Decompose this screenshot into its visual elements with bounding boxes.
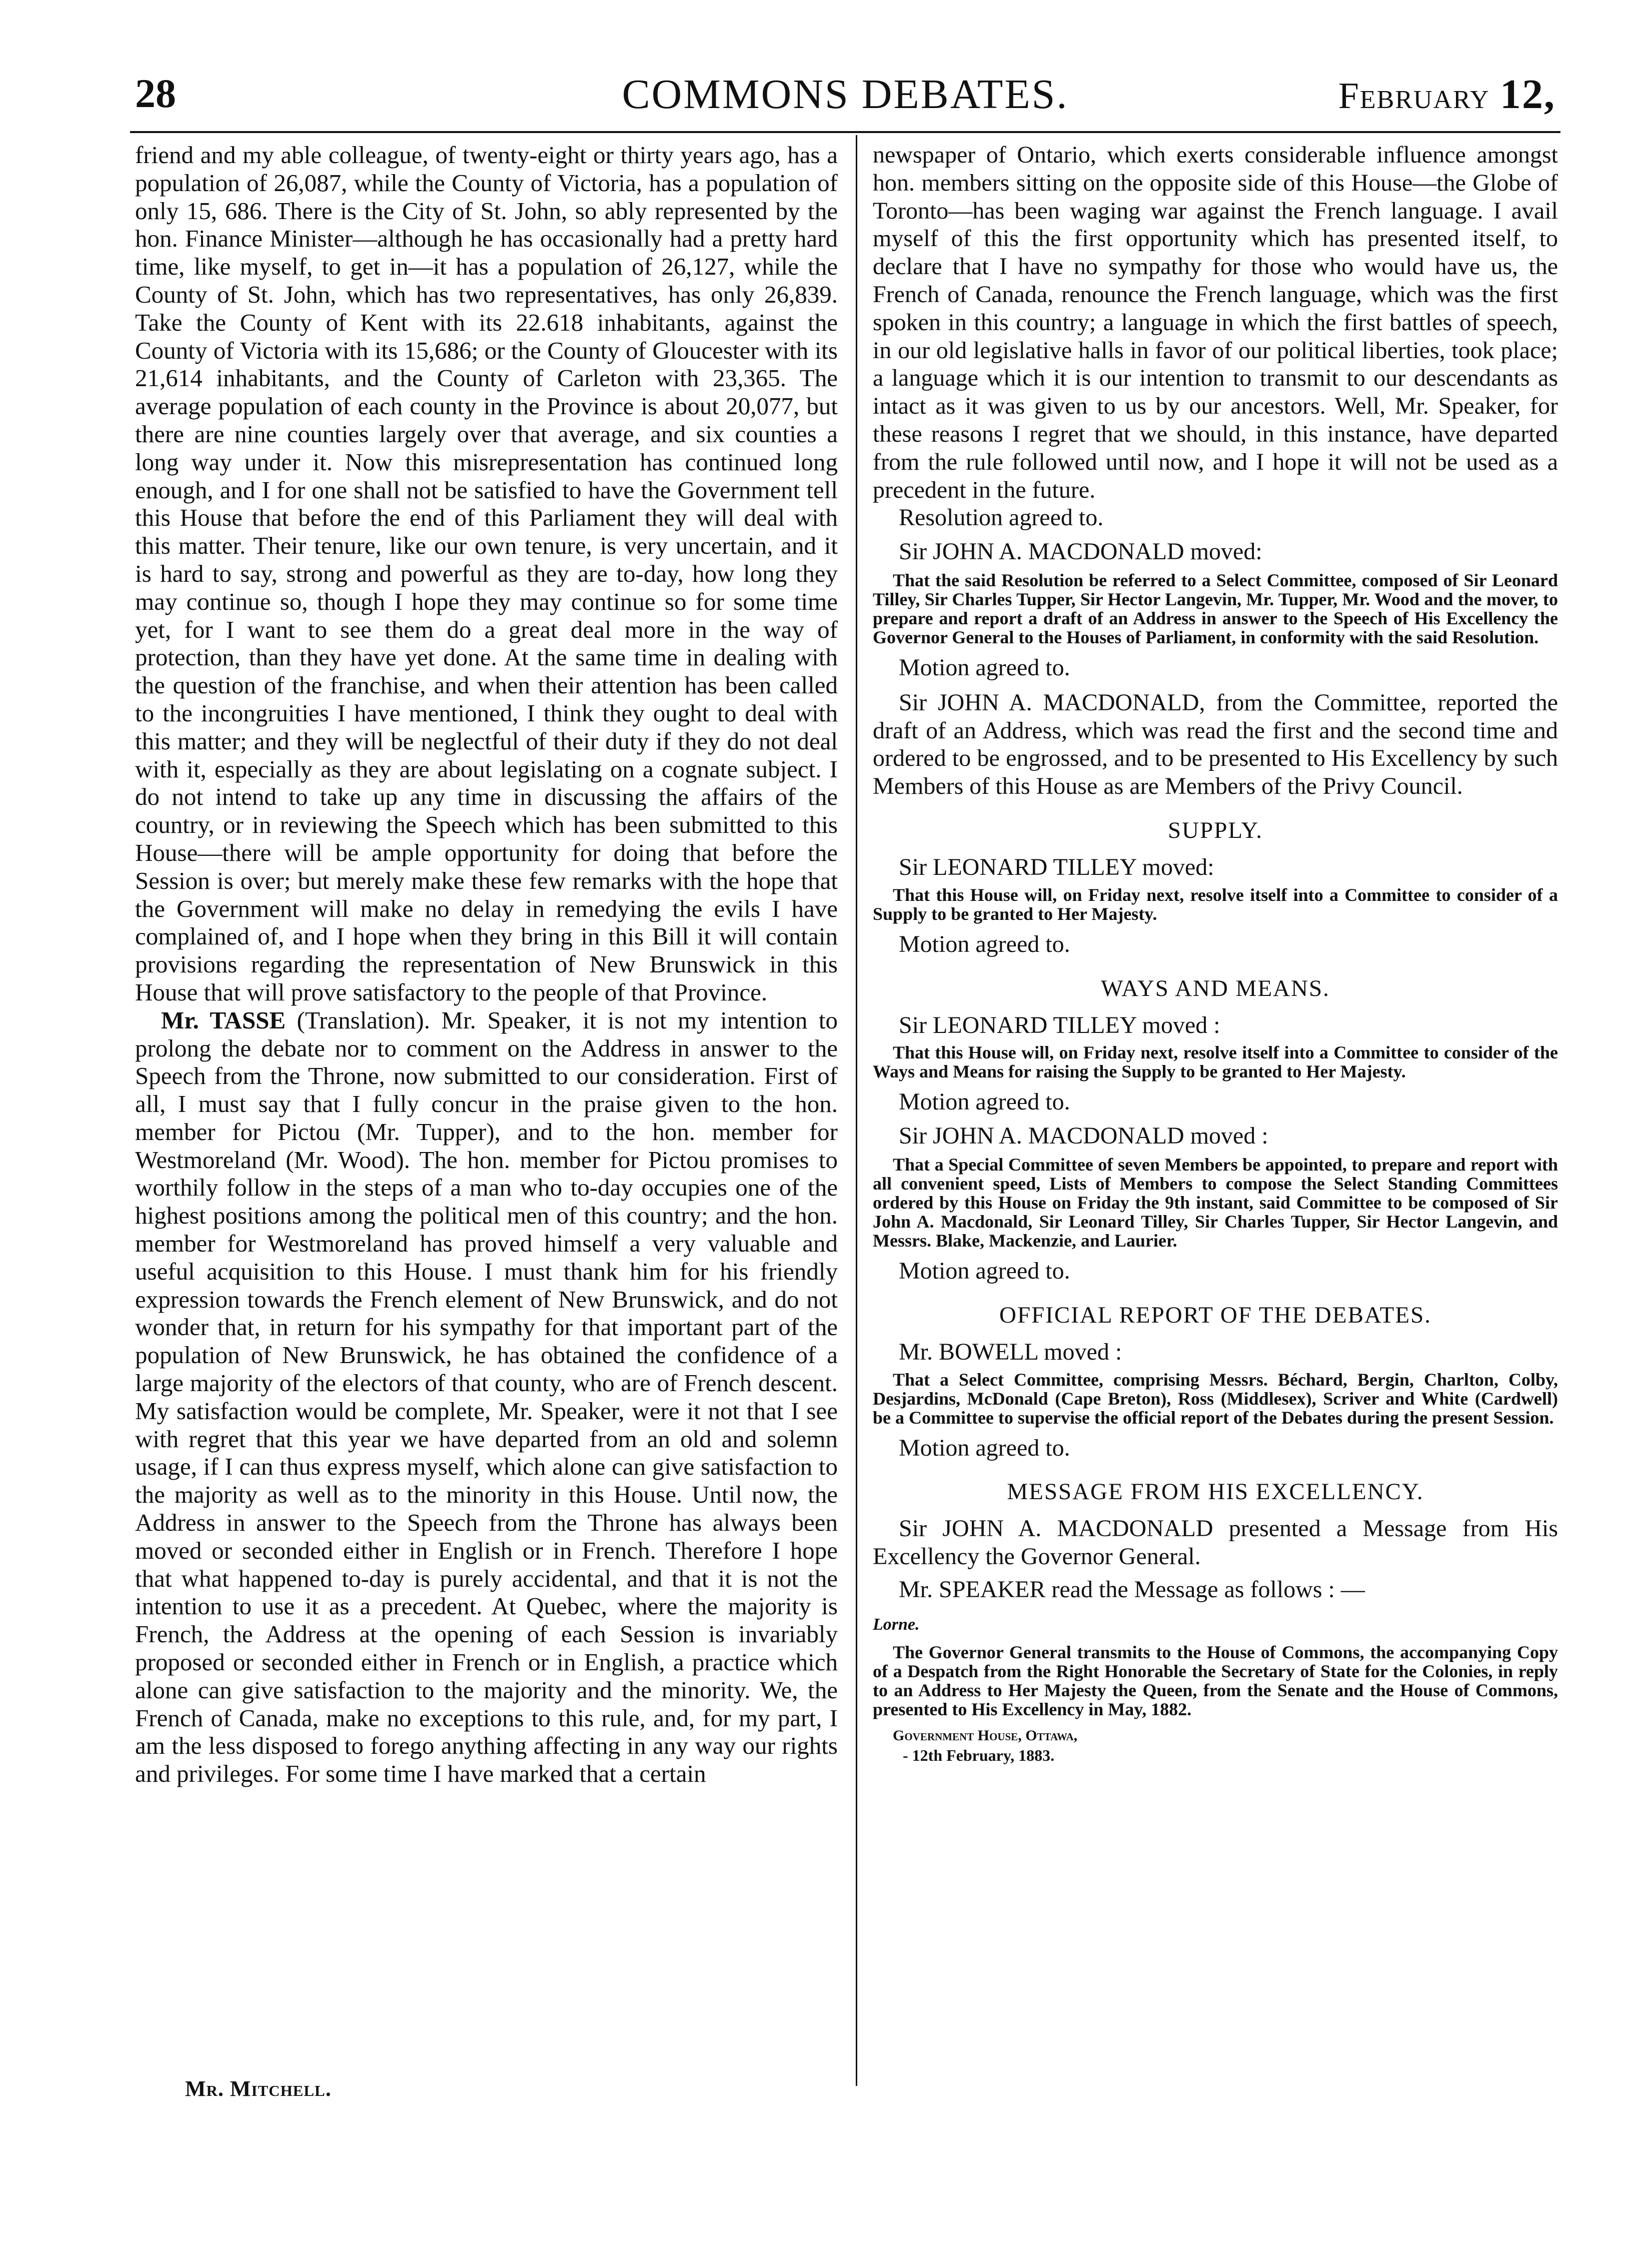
resolution-agreed: Resolution agreed to. bbox=[899, 504, 1104, 531]
speaker-read: Mr. SPEAKER read the Message as follows : — bbox=[899, 1576, 1365, 1603]
speaker-name: Mr. TASSE bbox=[161, 1006, 286, 1034]
motion-text-4: That a Special Committee of seven Members be appointed, to prepare and report with all convenient speed, Lists of Members to compose the Select Standing Committees ordered by this House on Friday the 9th instant, said Committee to be composed of Sir John A. Macdonald, Sir Leonard Tilley, Sir Charles Tupper, Sir Hector Langevin, and Messrs. Blake, Mackenzie, and Laurier. bbox=[873, 1154, 1558, 1251]
speech-text: (Translation). Mr. Speaker, it is not my intention to prolong the debate nor to comment on the Address in answer to the Speech from the Throne, now submitted to our consideration. First of all, I must say that I fully concur in the praise given to the hon. member for Pictou (Mr. Tupper), and to the hon. member for Westmoreland (Mr. Wood). The hon. member for Pictou promises to worthily follow in the steps of a man who to-day occupies one of the highest positions among the political men of this country; and the hon. member for Westmoreland has proved himself a very valuable and useful acquisition to this House. I must thank him for his friendly expression towards the French element of New Brunswick, and do not wonder that, in return for his sympathy for that important part of the population of New Brunswick, he has obtained the confidence of a large majority of the electors of that county, who are of French descent. My satisfaction would be complete, Mr. Speaker, were it not that I see with regret that this year we have departed from an old and solemn usage, if I can thus express myself, which alone can give satisfaction to the majority as well as to the minority in this House. Until now, the Address in answer to the Speech from the Throne has always been moved or seconded either in English or in French. Therefore I hope that what happened to-day is purely accidental, and that it is not the intention to use it as a precedent. At Quebec, where the majority is French, the Address at the opening of each Session is invariably proposed or seconded either in French or in English, a practice which alone can give satisfaction to the majority and the minority. We, the French of Canada, make no exceptions to this rule, and, for my part, I am the less disposed to forego anything affecting in any way our rights and privileges. For some time I have marked that a certain bbox=[135, 1006, 838, 1788]
message-text: The Governor General transmits to the House of Commons, the accompanying Copy of a Despatch from the Right Honorable the Secretary of State for the Colonies, in reply to an Address to Her Majesty the Queen, from the Senate and the House of Commons, presented to His Excellency in May, 1882. bbox=[873, 1642, 1558, 1719]
tilley-moved-1: Sir LEONARD TILLEY moved: bbox=[899, 853, 1214, 880]
address-line: Government House, Ottawa, bbox=[893, 1727, 1078, 1744]
motion-agreed-2: Motion agreed to. bbox=[899, 930, 1070, 957]
left-paragraph-2 bbox=[135, 1006, 838, 1788]
left-paragraph-1: friend and my able colleague, of twenty-eight or thirty years ago, has a population of 26,087, while the County of Victoria, has a population of only 15, 686. There is the City of St. John, so ably represented by the hon. Finance Minister—although he has occasionally had a pretty hard time, like myself, to get in—it has a population of 26,127, while the County of St. John, which has two representatives, has only 26,839. Take the County of Kent with its 22.618 inhabitants, against the County of Victoria with its 15,686; or the County of Gloucester with its 21,614 inhabitants, and the County of Carleton with 23,365. The average population of each county in the Province is about 20,077, but there are nine counties largely over that average, and six counties a long way under it. Now this misrepresentation has continued long enough, and I for one shall not be satisfied to have the Government tell this House that before the end of this Parliament they will deal with this matter. Their tenure, like our own tenure, is very uncertain, and it is hard to say, strong and powerful as they are to-day, how long they may continue so, though I hope they may continue so for some time yet, for I want to see them do a great deal more in the way of protection, than they have yet done. At the same time in dealing with the question of the franchise, and when their attention has been called to the incongruities I have mentioned, I think they ought to deal with this matter; and they will be neglectful of their duty if they do not deal with it, especially as they are about legislating on a cognate subject. I do not intend to take up any time in discussing the affairs of the country, or in reviewing the Speech which has been submitted to this House—there will be ample opportunity for doing that before the Session is over; but merely make these few remarks with the hope that the Government will make no delay in remedying the evils I have complained of, and I hope when they bring in this Bill it will contain provisions regarding the representation of New Brunswick in this House that will prove satisfactory to the people of that Province. bbox=[135, 141, 838, 1006]
right-column bbox=[873, 141, 1558, 1765]
publication-title: COMMONS DEBATES. bbox=[622, 71, 1069, 118]
macdonald-report: Sir JOHN A. MACDONALD, from the Committee, reported the draft of an Address, which was read the first and the second time and ordered to be engrossed, and to be presented to His Excellency by such Members of this House as are Members of the Privy Council. bbox=[873, 689, 1558, 800]
signoff-lorne: Lorne. bbox=[873, 1615, 920, 1634]
page-header bbox=[130, 65, 1560, 130]
motion-text-1: That the said Resolution be referred to a Select Committee, composed of Sir Leonard Tilley, Sir Charles Tupper, Sir Hector Langevin, Mr. Tupper, Mr. Wood and the mover, to prepare and report a draft of an Address in answer to the Speech of His Excellency the Governor General to the Houses of Parliament, in conformity with the said Resolution. bbox=[873, 570, 1558, 647]
macdonald-message: Sir JOHN A. MACDONALD presented a Message from His Excellency the Governor General. bbox=[873, 1515, 1558, 1570]
header-date-month: February bbox=[1338, 76, 1490, 117]
motion-agreed-3: Motion agreed to. bbox=[899, 1088, 1070, 1115]
column-divider bbox=[856, 135, 857, 2086]
left-column bbox=[135, 141, 838, 1788]
date-line: - 12th February, 1883. bbox=[903, 1746, 1055, 1764]
heading-ways-and-means: WAYS AND MEANS. bbox=[1101, 975, 1330, 1001]
macdonald-moved-2: Sir JOHN A. MACDONALD moved : bbox=[899, 1122, 1268, 1150]
motion-text-5: That a Select Committee, comprising Messrs. Béchard, Bergin, Charlton, Colby, Desjardins, McDonald (Cape Breton), Ross (Middlesex), Scriver and White (Cardwell) be a Committee to supervise the official report of the Debates during the present Session. bbox=[873, 1369, 1558, 1428]
motion-agreed-4: Motion agreed to. bbox=[899, 1257, 1070, 1284]
heading-official-report: OFFICIAL REPORT OF THE DEBATES. bbox=[999, 1302, 1431, 1328]
header-rule bbox=[130, 131, 1560, 133]
macdonald-moved-1: Sir JOHN A. MACDONALD moved: bbox=[899, 538, 1262, 565]
right-paragraph-1: newspaper of Ontario, which exerts considerable influence amongst hon. members sitting on the opposite side of this House—the Globe of Toronto—has been waging war against the French language. I avail myself of this the first opportunity which has presented itself, to declare that I have no sympathy for those who would have us, the French of Canada, renounce the French language, which was the first spoken in this country; a language in which the first battles of speech, in our old legislative halls in favor of our political liberties, took place; a language which it is our intention to transmit to our descendants as intact as it was given to us by our ancestors. Well, Mr. Speaker, for these reasons I regret that we should, in this instance, have departed from the rule followed until now, and I hope it will not be used as a precedent in the future. bbox=[873, 142, 1558, 503]
motion-text-3: That this House will, on Friday next, resolve itself into a Committee to consider of the Ways and Means for raising the Supply to be granted to Her Majesty. bbox=[873, 1042, 1558, 1082]
footer-speaker-name: Mr. Mitchell. bbox=[185, 2076, 332, 2101]
motion-agreed-5: Motion agreed to. bbox=[899, 1434, 1070, 1461]
heading-message: MESSAGE FROM HIS EXCELLENCY. bbox=[1007, 1479, 1424, 1505]
bowell-moved: Mr. BOWELL moved : bbox=[899, 1338, 1122, 1365]
heading-supply: SUPPLY. bbox=[1168, 817, 1263, 843]
motion-text-2: That this House will, on Friday next, resolve itself into a Committee to consider of a Supply to be granted to Her Majesty. bbox=[873, 884, 1558, 924]
page-number: 28 bbox=[135, 71, 176, 116]
tilley-moved-2: Sir LEONARD TILLEY moved : bbox=[899, 1011, 1220, 1038]
header-date bbox=[1338, 70, 1555, 119]
motion-agreed-1: Motion agreed to. bbox=[899, 654, 1070, 681]
header-date-day: 12, bbox=[1500, 71, 1555, 118]
